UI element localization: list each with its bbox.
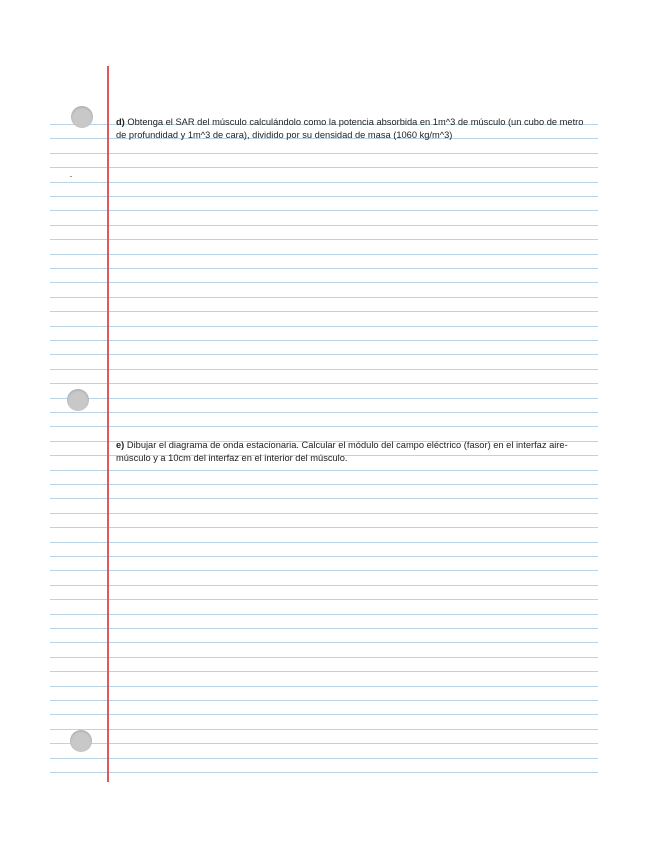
rule-line	[50, 570, 598, 571]
rule-line	[50, 182, 598, 183]
rule-line	[50, 585, 598, 586]
rule-line	[50, 225, 598, 226]
rule-line	[50, 326, 598, 327]
rule-line	[50, 340, 598, 341]
rule-line	[50, 383, 598, 384]
margin-line	[107, 66, 109, 782]
rule-line	[50, 196, 598, 197]
rule-line	[50, 254, 598, 255]
rule-line	[50, 758, 598, 759]
rule-line	[50, 729, 598, 730]
rule-line	[50, 369, 598, 370]
question-d-text: Obtenga el SAR del músculo calculándolo como la potencia absorbida en 1m^3 de músculo (un cubo de metro de profundidad y 1m^3 de cara), dividido por su densidad de masa (1060 kg/m^3)	[116, 117, 584, 140]
rule-line	[50, 239, 598, 240]
rule-line	[50, 426, 598, 427]
rule-line	[50, 398, 598, 399]
rule-line	[50, 470, 598, 471]
rule-line	[50, 657, 598, 658]
rule-line	[50, 210, 598, 211]
rule-line	[50, 484, 598, 485]
rule-line	[50, 412, 598, 413]
rule-line	[50, 542, 598, 543]
rule-line	[50, 671, 598, 672]
rule-line	[50, 311, 598, 312]
rule-line	[50, 628, 598, 629]
rule-line	[50, 354, 598, 355]
question-e	[116, 439, 586, 465]
punch-hole-top	[71, 106, 93, 128]
rule-line	[50, 153, 598, 154]
question-d	[116, 116, 586, 142]
rule-line	[50, 743, 598, 744]
rule-line	[50, 599, 598, 600]
rule-line	[50, 556, 598, 557]
rule-line	[50, 527, 598, 528]
rule-line	[50, 686, 598, 687]
rule-line	[50, 498, 598, 499]
rule-line	[50, 297, 598, 298]
paper-speck	[70, 176, 72, 177]
punch-hole-bottom	[70, 730, 92, 752]
rule-line	[50, 642, 598, 643]
rule-line	[50, 268, 598, 269]
rule-line	[50, 282, 598, 283]
rule-line	[50, 167, 598, 168]
punch-hole-middle	[67, 389, 89, 411]
question-e-text: Dibujar el diagrama de onda estacionaria. Calcular el módulo del campo eléctrico (fasor) en el interfaz aire-músculo y a 10cm del interfaz en el interior del músculo.	[116, 440, 568, 463]
rule-line	[50, 714, 598, 715]
rule-line	[50, 513, 598, 514]
rule-line	[50, 614, 598, 615]
rule-line	[50, 700, 598, 701]
question-e-label: e)	[116, 440, 125, 450]
question-d-label: d)	[116, 117, 125, 127]
rule-line	[50, 772, 598, 773]
